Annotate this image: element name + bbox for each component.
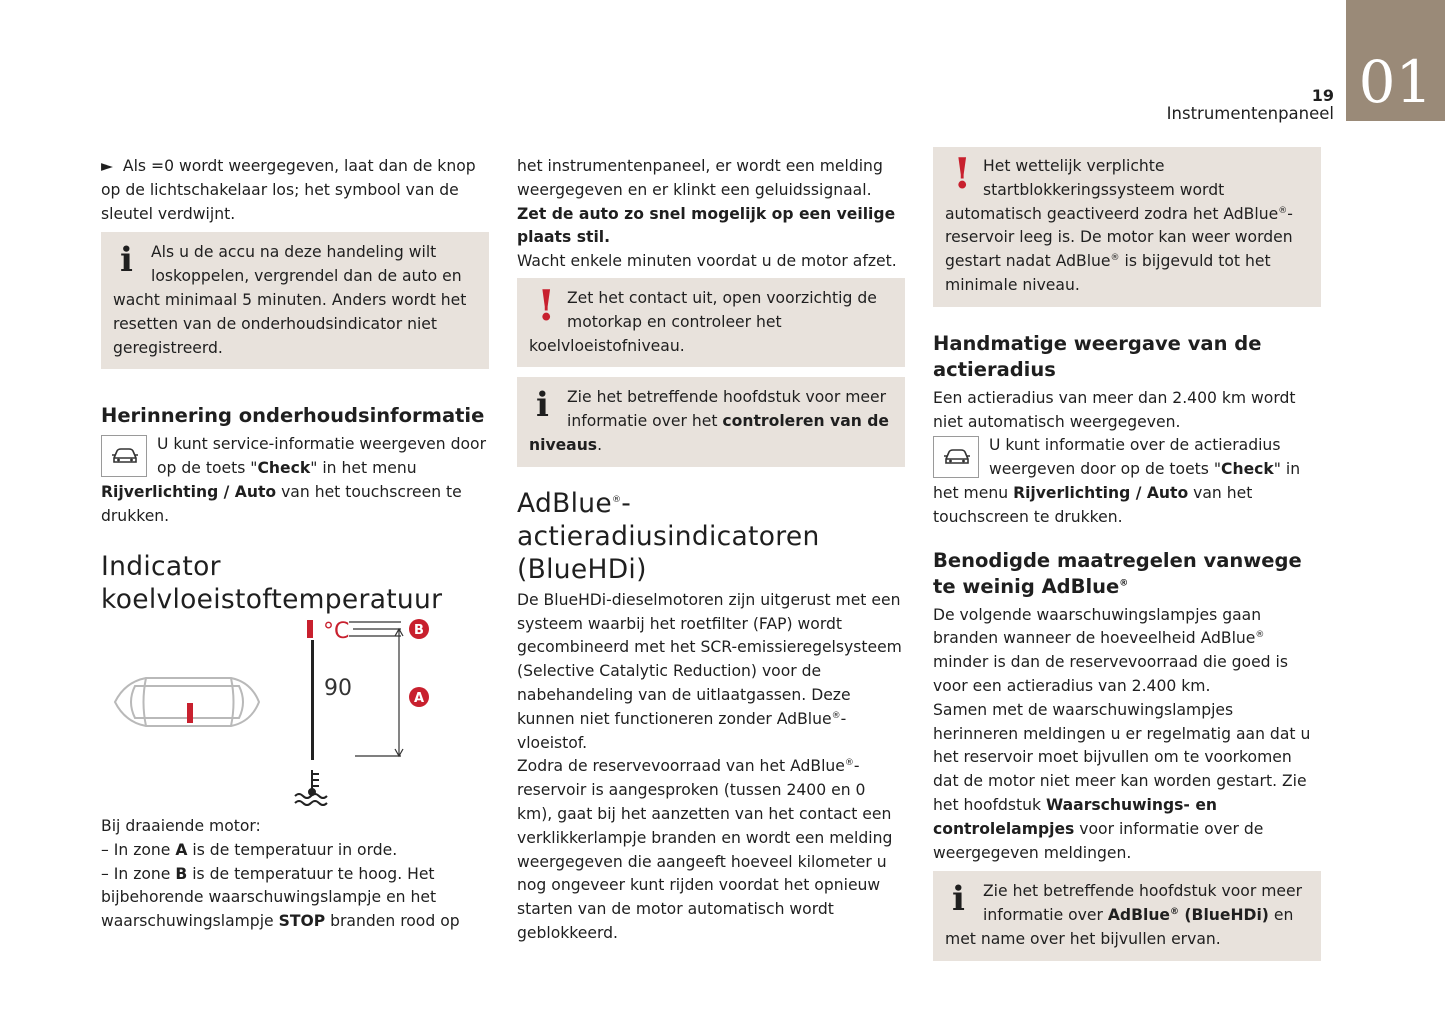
vehicle-icon	[933, 436, 979, 478]
zone-b-text: – In zone B is de temperatuur te hoog. Het bijbehorende waarschuwingslampje en het waarschuwingslampje STOP branden rood op	[101, 864, 460, 931]
adblue-body: De BlueHDi-dieselmotoren zijn uitgerust met een systeem waarbij het roetfilter (FAP) wordt gecombineerd met het SCR-emissieregelsysteem (Selective Catalytic Reduction) voor de nabehandeling van de uitlaatgassen. Deze kunnen niet functioneren zonder AdBlue®-vloeistof. Zodra de reservevoorraad van het AdBlue®-reservoir is aangesproken (tussen 2400 en 0 km), gaat bij het aanzetten van het contact een verklikkerlampje branden en wordt een melding weergegeven die aangeeft hoeveel kilometer u nog ongeveer kunt rijden voordat het opnieuw starten van de motor automatisch wordt geblokkeerd.	[517, 590, 902, 942]
coolant-bar-mark	[187, 703, 193, 723]
column-1	[101, 155, 489, 616]
service-paragraph: U kunt service-informatie weergeven door op de toets "Check" in het menu Rijverlichting / Auto van het touchscreen te drukken.	[101, 435, 486, 525]
continuation-text: het instrumentenpaneel, er wordt een melding weergegeven en er klinkt een geluidssignaal.	[517, 157, 883, 199]
heading-measures: Benodigde maatregelen vanwege te weinig AdBlue®	[933, 548, 1302, 598]
bullet-arrow-icon: ►	[101, 157, 113, 175]
chapter-tab	[1346, 0, 1445, 121]
range-paragraph: U kunt informatie over de actieradius weergeven door op de toets "Check" in het menu Rijverlichting / Auto van het touchscreen te drukken.	[933, 436, 1301, 526]
info-box-levels: i Zie het betreffende hoofdstuk voor meer informatie over het controleren van de niveaus.	[517, 377, 905, 466]
coolant-temperature-icon	[295, 770, 327, 805]
section-title: Instrumentenpaneel	[1166, 104, 1334, 123]
warning-icon: !	[953, 149, 972, 198]
info-box-adblue: i Zie het betreffende hoofdstuk voor meer informatie over AdBlue® (BlueHDi) en met name over het bijvullen ervan.	[933, 871, 1321, 960]
coolant-temperature-diagram	[101, 610, 489, 810]
column-2	[517, 155, 905, 946]
heading-service-reminder: Herinnering onderhoudsinformatie	[101, 404, 485, 428]
wait-text: Wacht enkele minuten voordat u de motor afzet.	[517, 252, 897, 271]
temperature-90: 90	[324, 676, 352, 701]
column-3	[933, 147, 1321, 961]
bold-instruction: Zet de auto zo snel mogelijk op een veilige plaats stil.	[517, 204, 896, 247]
heading-adblue-indicators: AdBlue®-actieradiusindicatoren (BlueHDi)	[517, 487, 820, 585]
warning-box: ! Zet het contact uit, open voorzichtig de motorkap en controleer het koelvloeistofniveau.	[517, 278, 905, 367]
vehicle-icon	[101, 435, 147, 477]
warning-box-startblock: ! Het wettelijk verplichte startblokkeringssysteem wordt automatisch geactiveerd zodra het AdBlue®-reservoir leeg is. De motor kan weer worden gestart nadat AdBlue® is bijgevuld tot het minimale niveau.	[933, 147, 1321, 307]
info-icon: i	[536, 385, 549, 426]
column-1-bottom	[101, 815, 489, 934]
manual-range-text: Een actieradius van meer dan 2.400 km wordt niet automatisch weergegeven.	[933, 388, 1296, 431]
warning-icon: !	[537, 280, 556, 330]
info-box: i Als u de accu na deze handeling wilt loskoppelen, vergrendel dan de auto en wacht minimaal 5 minuten. Anders wordt het resetten van de onderhoudsindicator niet geregistreerd.	[101, 232, 489, 369]
chapter-number: 01	[1358, 48, 1433, 116]
bullet-paragraph: ► Als =0 wordt weergegeven, laat dan de knop op de lichtschakelaar los; het symbool van de sleutel verdwijnt.	[101, 157, 476, 223]
heading-manual-range: Handmatige weergave van de actieradius	[933, 331, 1262, 381]
celsius-unit: °C	[323, 619, 350, 644]
page-number: 19	[1311, 86, 1334, 105]
measures-text: De volgende waarschuwingslampjes gaan branden wanneer de hoeveelheid AdBlue® minder is dan de reservevoorraad die goed is voor een actieradius van 2.400 km. Samen met de waarschuwingslampjes herinneren meldingen u er regelmatig aan dat u het reservoir moet bijvullen om te voorkomen dat de motor niet meer kan worden gestart. Zie het hoofdstuk Waarschuwings- en controlelampjes voor informatie over de weergegeven meldingen.	[933, 605, 1311, 862]
zone-b-label: B	[414, 623, 424, 638]
running-intro: Bij draaiende motor:	[101, 817, 261, 835]
info-icon: i	[952, 879, 965, 920]
heading-coolant-indicator: Indicator koelvloeistoftemperatuur	[101, 550, 443, 615]
zone-a-text: – In zone A is de temperatuur in orde.	[101, 840, 398, 859]
zone-a-label: A	[413, 691, 425, 706]
info-icon: i	[120, 240, 133, 281]
